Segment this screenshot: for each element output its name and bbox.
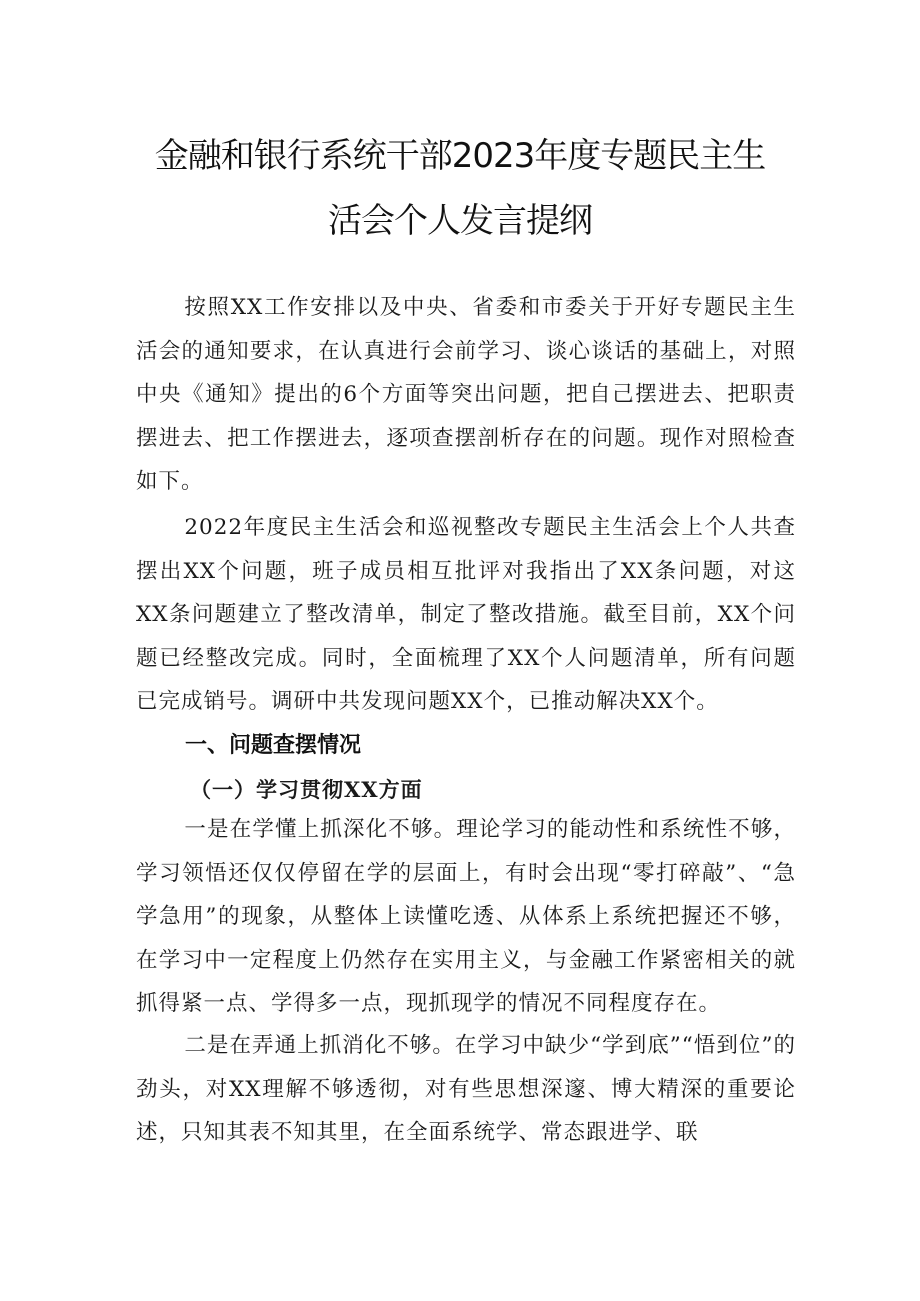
intro-paragraph: 按照XX工作安排以及中央、省委和市委关于开好专题民主生活会的通知要求，在认真进行会前学习、谈心谈话的基础上，对照中央《通知》提出的6个方面等突出问题，把自己摆进去、把职责摆进去、把工作摆进去，逐项查摆剖析存在的问题。现作对照检查如下。 xyxy=(136,295,796,495)
summary-paragraph: 2022年度民主生活会和巡视整改专题民主生活会上个人共查摆出XX个问题，班子成员相互批评对我指出了XX条问题，对这XX条问题建立了整改清单，制定了整改措施。截至目前，XX个问题已经整改完成。同时，全面梳理了XX个人问题清单，所有问题已完成销号。调研中共发现问题XX个，已推动解决XX个。 xyxy=(136,515,796,715)
subsection-heading-study: （一）学习贯彻XX方面 xyxy=(190,777,423,802)
section-heading-problems: 一、问题查摆情况 xyxy=(185,733,362,758)
document-title-line1: 金融和银行系统干部2023年度专题民主生 xyxy=(154,136,766,176)
point-one-paragraph: 一是在学懂上抓深化不够。理论学习的能动性和系统性不够，学习领悟还仅仅停留在学的层面上，有时会出现“零打碎敲”、“急学急用”的现象，从整体上读懂吃透、从体系上系统把握还不够，在学习中一定程度上仍然存在实用主义，与金融工作紧密相关的就抓得紧一点、学得多一点，现抓现学的情况不同程度存在。 xyxy=(136,817,796,1017)
document-title-line2: 活会个人发言提纲 xyxy=(328,201,592,241)
point-two-paragraph: 二是在弄通上抓消化不够。在学习中缺少“学到底”“悟到位”的劲头，对XX理解不够透彻，对有些思想深邃、博大精深的重要论述，只知其表不知其里，在全面系统学、常态跟进学、联 xyxy=(136,1033,796,1146)
